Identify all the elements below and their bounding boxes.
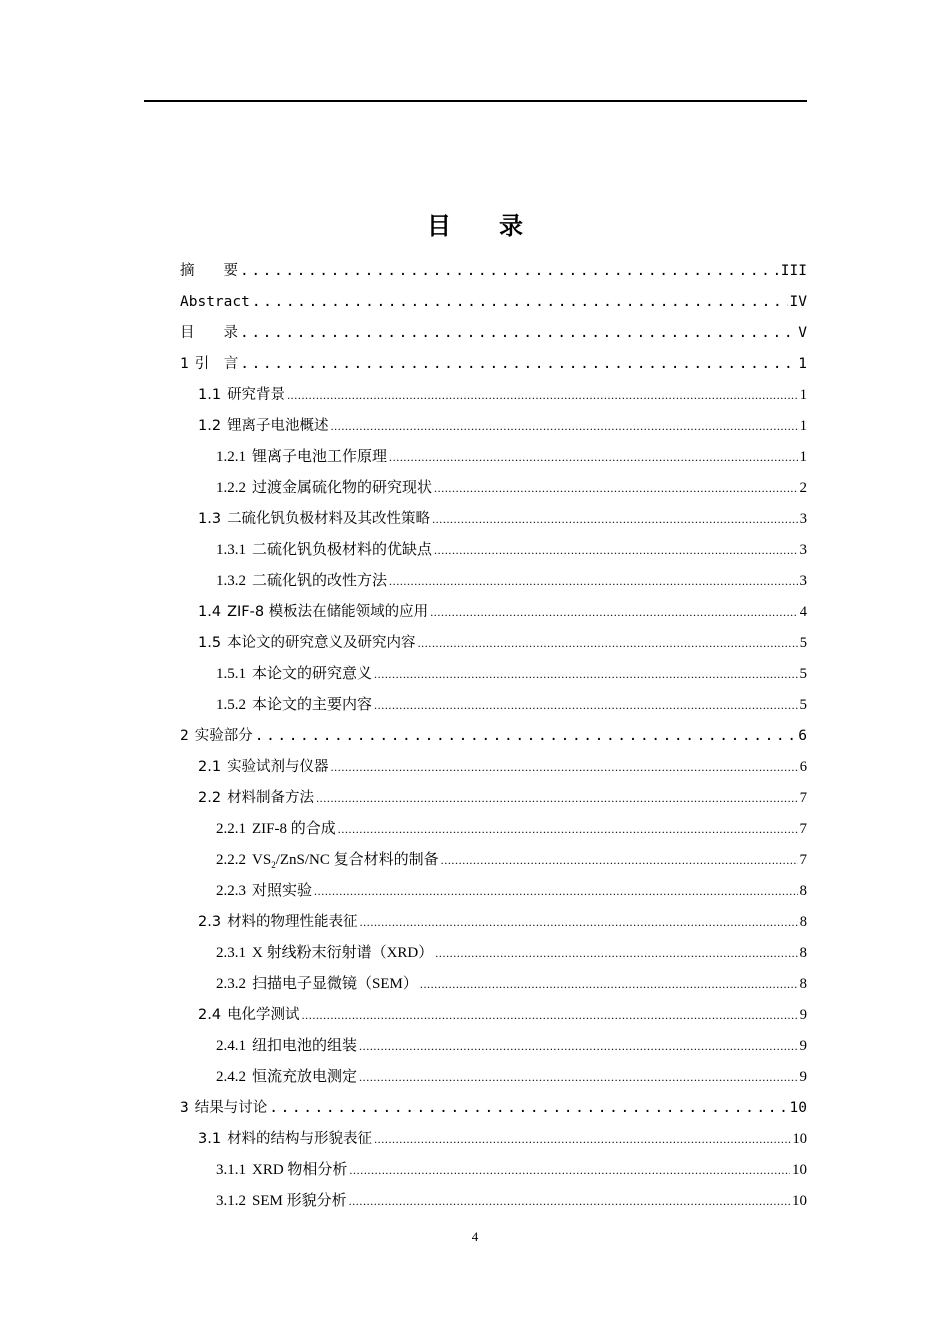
toc-entry-label: 恒流充放电测定 — [252, 1069, 358, 1085]
dot-leader — [359, 1062, 797, 1093]
dot-leader — [240, 318, 796, 349]
toc-entry-page: 3 — [799, 542, 807, 558]
toc-entry[interactable] — [180, 318, 807, 349]
toc-entry-page: 8 — [799, 976, 807, 992]
toc-entry-label: 目 录 — [180, 325, 238, 341]
toc-entry-number: 1.5.1 — [216, 666, 246, 682]
toc-entry[interactable] — [180, 721, 807, 752]
toc-entry[interactable] — [180, 380, 807, 411]
toc-entry-number: 2.2 — [198, 790, 222, 806]
toc-entry[interactable] — [180, 876, 807, 907]
toc-entry-page: 10 — [792, 1162, 807, 1178]
toc-entry[interactable] — [180, 1093, 807, 1124]
toc-entry-number: 2.3.2 — [216, 976, 246, 992]
dot-leader — [441, 845, 798, 876]
toc-entry-number: 3.1.1 — [216, 1162, 246, 1178]
toc-entry-label: 本论文的研究意义 — [252, 666, 373, 682]
toc-entry-label: 过渡金属硫化物的研究现状 — [252, 480, 433, 496]
toc-entry-label: 结果与讨论 — [194, 1100, 268, 1116]
toc-entry-page: 6 — [799, 759, 807, 775]
page-number: 4 — [471, 1229, 479, 1244]
toc-entry-number: 1.3 — [198, 511, 222, 527]
toc-entry[interactable] — [180, 535, 807, 566]
toc-entry-number: 1.5.2 — [216, 697, 246, 713]
toc-entry[interactable] — [180, 783, 807, 814]
toc-entry-page: 7 — [799, 821, 807, 837]
toc-entry-number: 3 — [180, 1100, 189, 1116]
toc-entry-label: 二硫化钒负极材料的优缺点 — [252, 542, 433, 558]
toc-entry[interactable] — [180, 628, 807, 659]
toc-entry-number: 2.4.2 — [216, 1069, 246, 1085]
toc-entry-label: 纽扣电池的组装 — [252, 1038, 358, 1054]
toc-entry-number: 2.1 — [198, 759, 222, 775]
toc-entry-page: 10 — [792, 1131, 807, 1147]
toc-entry-label: $VS_2/ZnS/NC$ 复合材料的制备 — [252, 852, 439, 870]
toc-entry[interactable] — [180, 659, 807, 690]
toc-entry-label: 锂离子电池工作原理 — [252, 449, 388, 465]
dot-leader — [314, 876, 797, 907]
toc-entry-page: 10 — [789, 1100, 807, 1116]
dot-leader — [331, 752, 798, 783]
toc-entry-label: 材料制备方法 — [227, 790, 315, 806]
table-of-contents — [180, 256, 807, 1217]
toc-entry-label: 锂离子电池概述 — [227, 418, 329, 434]
dot-leader — [338, 814, 798, 845]
toc-entry-page: 6 — [798, 728, 807, 744]
dot-leader — [360, 907, 798, 938]
toc-entry-page: 3 — [799, 573, 807, 589]
toc-entry-number: 1.5 — [198, 635, 222, 651]
toc-entry-number: 2.3.1 — [216, 945, 246, 961]
dot-leader — [331, 411, 798, 442]
dot-leader — [389, 442, 797, 473]
toc-entry-page: 9 — [799, 1007, 807, 1023]
toc-entry-page: 7 — [799, 790, 807, 806]
toc-entry-label: 研究背景 — [227, 387, 286, 403]
toc-entry[interactable] — [180, 1062, 807, 1093]
toc-entry-label: 材料的结构与形貌表征 — [227, 1131, 373, 1147]
toc-entry[interactable] — [180, 566, 807, 597]
toc-entry-number: 1.3.2 — [216, 573, 246, 589]
toc-entry-number: 3.1.2 — [216, 1193, 246, 1209]
toc-entry-number: 1.2.2 — [216, 480, 246, 496]
dot-leader — [432, 504, 798, 535]
toc-entry-label: XRD 物相分析 — [252, 1162, 348, 1178]
dot-leader — [374, 1124, 790, 1155]
dot-leader — [434, 535, 797, 566]
toc-entry-number: 2.4 — [198, 1007, 222, 1023]
toc-entry-label: Abstract — [180, 294, 250, 310]
toc-entry[interactable] — [180, 349, 807, 380]
toc-entry[interactable] — [180, 597, 807, 628]
dot-leader — [252, 287, 788, 318]
toc-entry-label: 二硫化钒负极材料及其改性策略 — [227, 511, 431, 527]
toc-entry-page: 7 — [799, 852, 807, 868]
toc-entry[interactable] — [180, 411, 807, 442]
dot-leader — [420, 969, 798, 1000]
toc-entry-label: 对照实验 — [252, 883, 313, 899]
dot-leader — [374, 690, 797, 721]
dot-leader — [349, 1155, 790, 1186]
toc-entry-label: 电化学测试 — [227, 1007, 300, 1023]
toc-entry-page: 1 — [798, 356, 807, 372]
toc-entry-label: 实验部分 — [194, 728, 253, 744]
toc-entry-number: 1.4 — [198, 604, 222, 620]
dot-leader — [389, 566, 797, 597]
toc-entry[interactable] — [180, 938, 807, 969]
toc-entry-number: 2 — [180, 728, 189, 744]
toc-entry[interactable] — [180, 690, 807, 721]
dot-leader — [418, 628, 798, 659]
dot-leader — [434, 473, 797, 504]
dot-leader — [255, 721, 797, 752]
toc-entry[interactable] — [180, 1155, 807, 1186]
toc-entry-page: III — [780, 263, 807, 279]
toc-entry[interactable] — [180, 752, 807, 783]
dot-leader — [374, 659, 797, 690]
toc-entry-number: 1.3.1 — [216, 542, 246, 558]
toc-entry-number: 1.1 — [198, 387, 222, 403]
toc-entry-label: 摘 要 — [180, 263, 238, 279]
toc-entry-label: ZIF-8 的合成 — [252, 821, 336, 837]
dot-leader — [269, 1093, 787, 1124]
toc-entry[interactable] — [180, 442, 807, 473]
toc-entry-number: 1.2.1 — [216, 449, 246, 465]
toc-entry[interactable] — [180, 287, 807, 318]
toc-entry-label: 引 言 — [194, 356, 239, 372]
toc-entry[interactable] — [180, 1000, 807, 1031]
toc-entry-number: 2.3 — [198, 914, 222, 930]
dot-leader — [359, 1031, 797, 1062]
toc-entry-page: 8 — [799, 914, 807, 930]
toc-entry-page: 3 — [799, 511, 807, 527]
toc-entry-page: IV — [789, 294, 807, 310]
toc-entry-page: 5 — [799, 666, 807, 682]
toc-entry-page: 8 — [799, 883, 807, 899]
toc-entry-number: 2.2.2 — [216, 852, 246, 868]
toc-entry-number: 2.2.1 — [216, 821, 246, 837]
toc-entry-label: 扫描电子显微镜（SEM） — [252, 976, 418, 992]
toc-entry-label: 材料的物理性能表征 — [227, 914, 358, 930]
toc-entry-number: 2.2.3 — [216, 883, 246, 899]
toc-entry-page: 5 — [799, 697, 807, 713]
toc-entry[interactable] — [180, 256, 807, 287]
toc-entry-number: 3.1 — [198, 1131, 222, 1147]
toc-entry-page: 5 — [799, 635, 807, 651]
toc-entry-page: V — [798, 325, 807, 341]
toc-entry-label: 二硫化钒的改性方法 — [252, 573, 388, 589]
toc-entry-label: 本论文的主要内容 — [252, 697, 373, 713]
toc-entry[interactable] — [180, 814, 807, 845]
toc-entry-label: ZIF-8 模板法在储能领域的应用 — [227, 604, 429, 620]
dot-leader — [240, 349, 796, 380]
dot-leader — [287, 380, 798, 411]
toc-entry-label: SEM 形貌分析 — [252, 1193, 347, 1209]
toc-entry[interactable] — [180, 504, 807, 535]
toc-entry[interactable] — [180, 907, 807, 938]
toc-entry-page: 2 — [799, 480, 807, 496]
toc-entry-label: 实验试剂与仪器 — [227, 759, 329, 775]
toc-entry-page: 8 — [799, 945, 807, 961]
toc-entry-page: 1 — [799, 387, 807, 403]
toc-entry[interactable] — [180, 845, 807, 876]
toc-entry-number: 1 — [180, 356, 189, 372]
toc-entry-page: 1 — [799, 418, 807, 434]
dot-leader — [316, 783, 798, 814]
toc-entry-page: 9 — [799, 1038, 807, 1054]
dot-leader — [435, 938, 797, 969]
toc-entry-page: 10 — [792, 1193, 807, 1209]
toc-entry-page: 4 — [799, 604, 807, 620]
dot-leader — [302, 1000, 798, 1031]
toc-entry-label: 本论文的研究意义及研究内容 — [227, 635, 416, 651]
toc-entry[interactable] — [180, 473, 807, 504]
dot-leader — [240, 256, 779, 287]
toc-entry-number: 1.2 — [198, 418, 222, 434]
toc-entry[interactable] — [180, 1186, 807, 1217]
toc-entry[interactable] — [180, 1031, 807, 1062]
toc-title: 目 录 — [427, 212, 523, 240]
toc-entry[interactable] — [180, 1124, 807, 1155]
toc-entry-number: 2.4.1 — [216, 1038, 246, 1054]
toc-entry-label: X 射线粉末衍射谱（XRD） — [252, 945, 434, 961]
toc-entry-page: 9 — [799, 1069, 807, 1085]
header-rule — [144, 100, 807, 102]
dot-leader — [349, 1186, 790, 1217]
dot-leader — [430, 597, 798, 628]
toc-entry[interactable] — [180, 969, 807, 1000]
toc-entry-page: 1 — [799, 449, 807, 465]
